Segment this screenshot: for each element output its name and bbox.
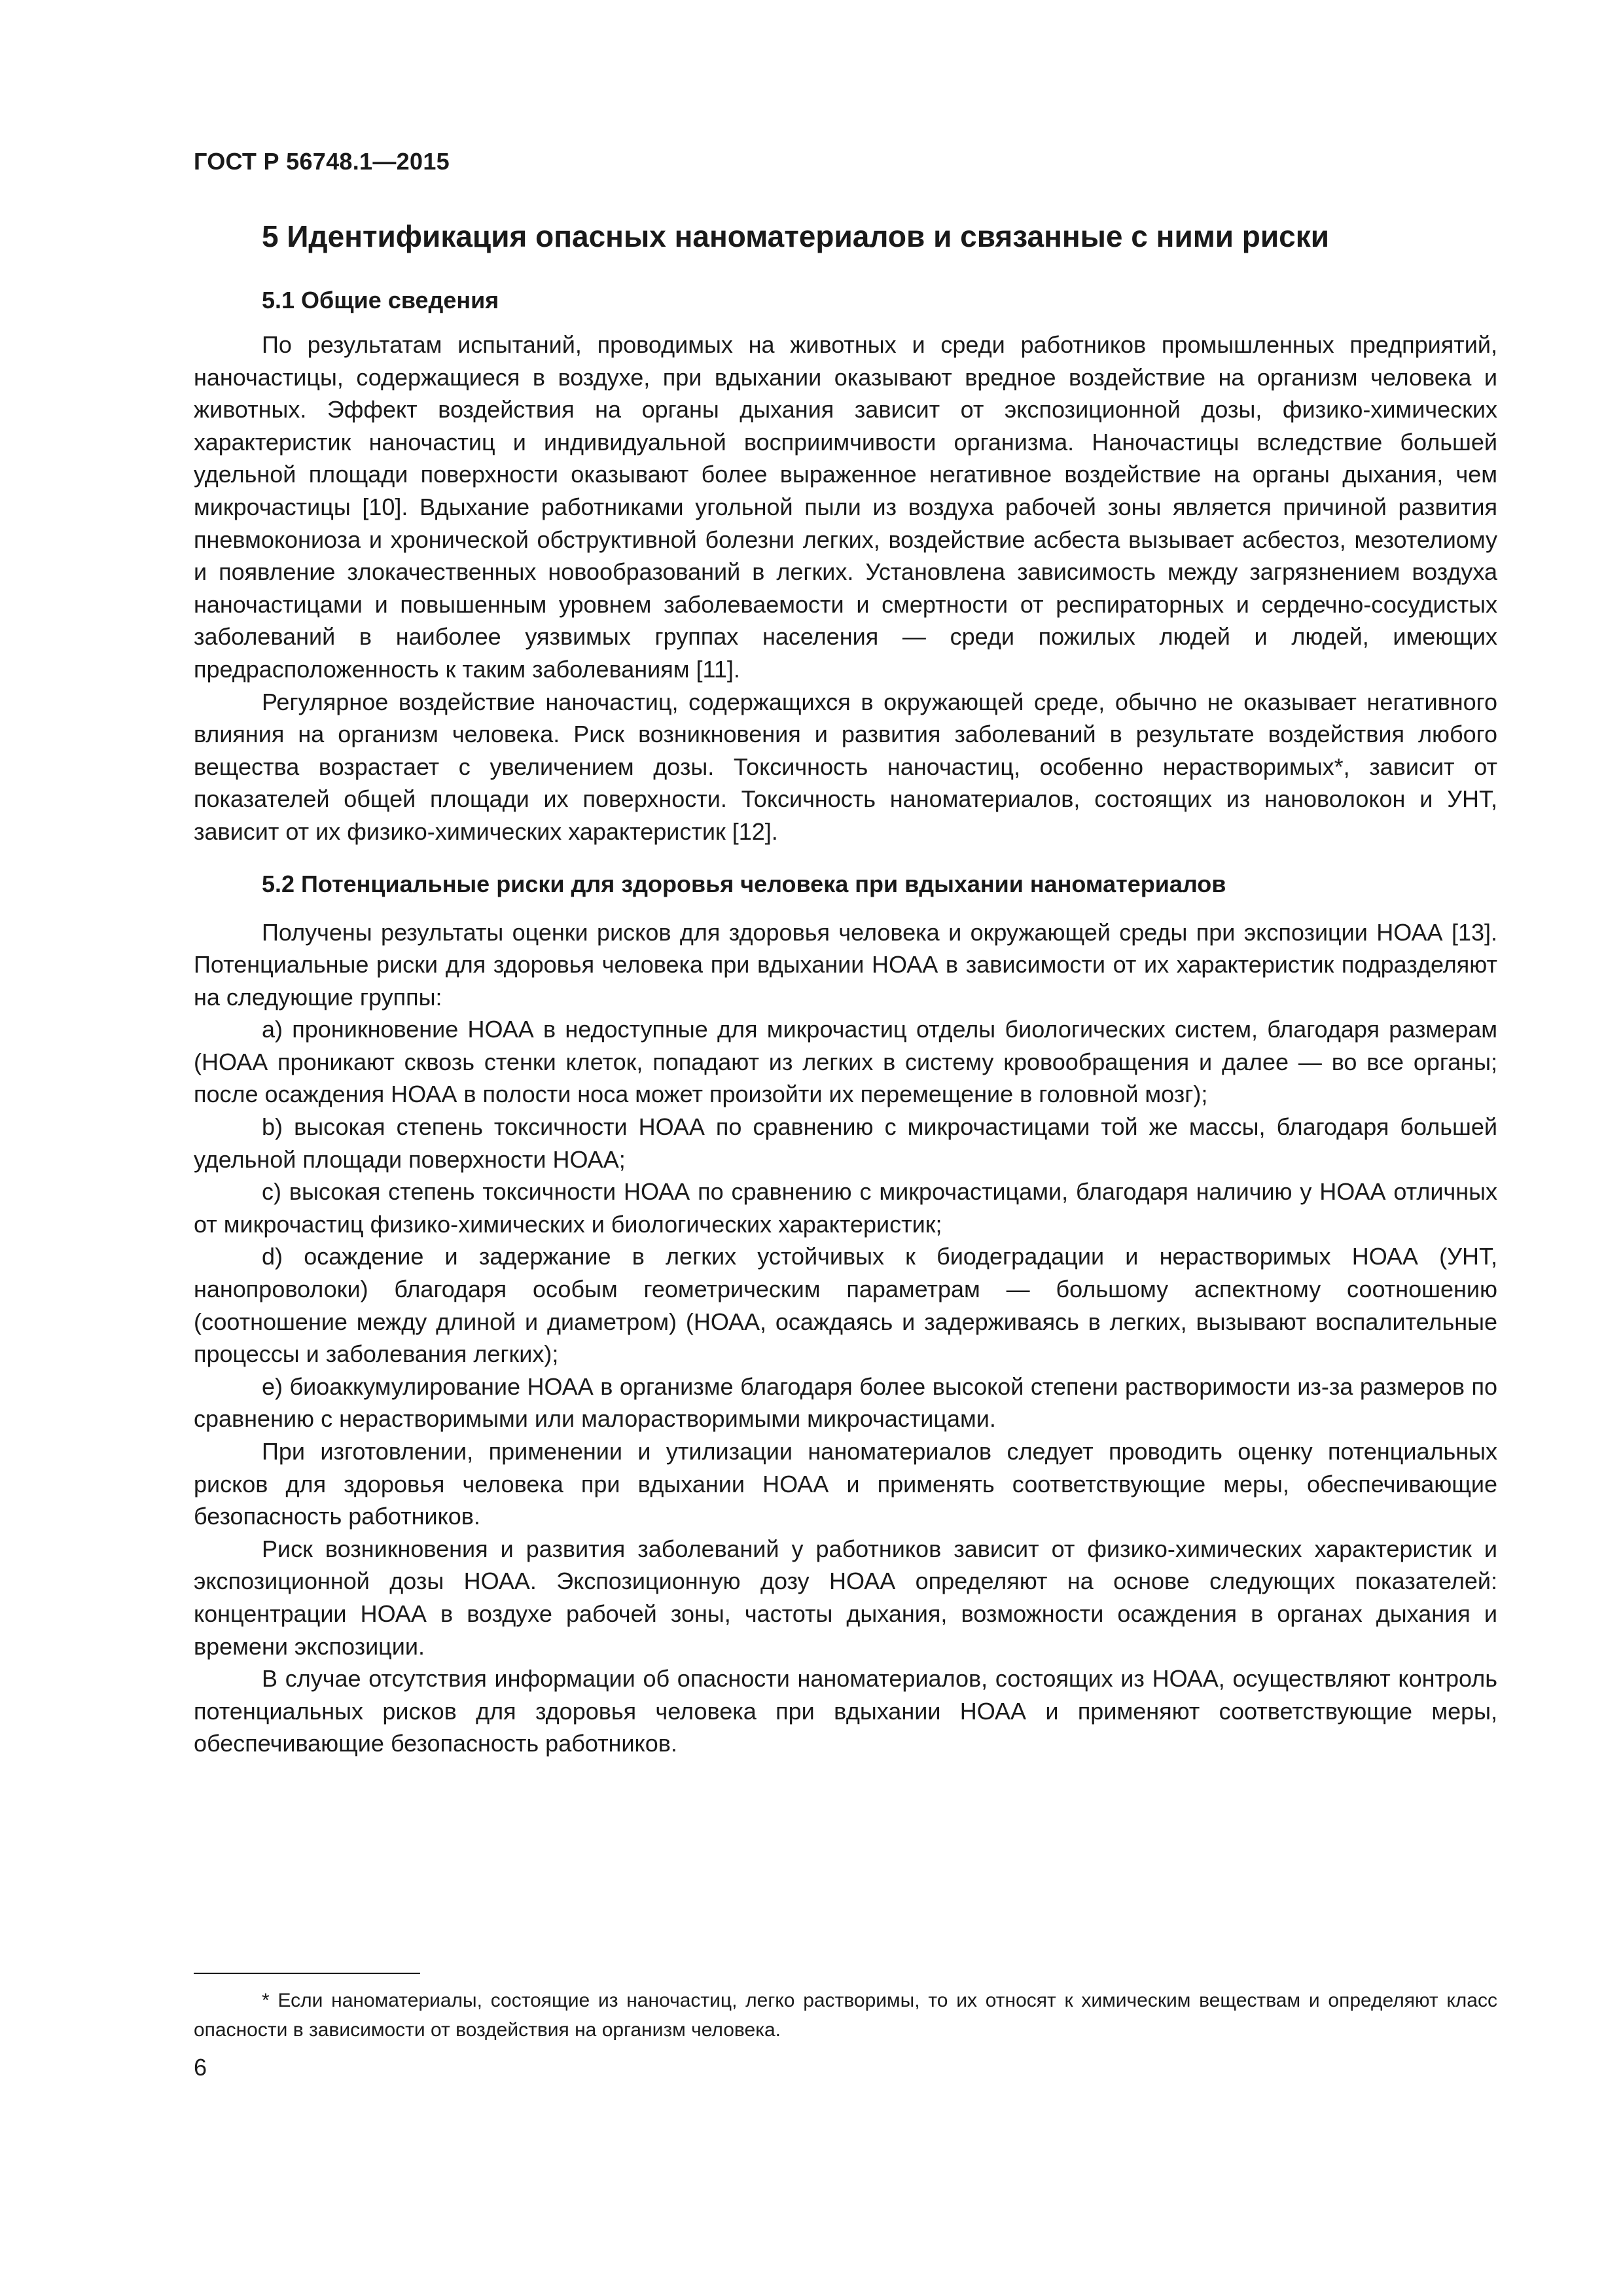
list-item-c: c) высокая степень токсичности НОАА по сравнению с микрочастицами, благодаря наличию у НОАА отличных от микрочастиц физико-химических и биологических характеристик; [194,1178,1497,1238]
paragraph: В случае отсутствия информации об опасности наноматериалов, состоящих из НОАА, осуществляют контроль потенциальных рисков для здоровья человека при вдыхании НОАА и применяют соответствующие меры, обеспечивающие безопасность работников. [194,1665,1497,1757]
page-number: 6 [194,2054,207,2081]
paragraph: Получены результаты оценки рисков для здоровья человека и окружающей среды при экспозиции НОАА [13]. Потенциальные риски для здоровья человека при вдыхании НОАА в зависимости от их характеристик подразделяют на следующие группы: [194,918,1497,1011]
footnote-divider [194,1973,420,1974]
list-item-a: а) проникновение НОАА в недоступные для микрочастиц отделы биологических систем, благодаря размерам (НОАА проникают сквозь стенки клеток, попадают из легких в систему кровообращения и далее — во все органы; после осаждения НОАА в полости носа может произойти их перемещение в головной мозг); [194,1016,1497,1108]
document-code: ГОСТ Р 56748.1—2015 [194,148,450,175]
main-content [194,219,1497,1760]
list-item-b: b) высокая степень токсичности НОАА по сравнению с микрочастицами той же массы, благодаря большей удельной площади поверхности НОАА; [194,1113,1497,1173]
paragraph: При изготовлении, применении и утилизации наноматериалов следует проводить оценку потенциальных рисков для здоровья человека при вдыхании НОАА и применять соответствующие меры, обеспечивающие безопасность работников. [194,1438,1497,1530]
footnote: * Если наноматериалы, состоящие из наночастиц, легко растворимы, то их относят к химическим веществам и определяют класс опасности в зависимости от воздействия на организм человека. [194,1990,1497,2041]
list-item-e: e) биоаккумулирование НОАА в организме благодаря более высокой степени растворимости из-за размеров по сравнению с нерастворимыми или малорастворимыми микрочастицами. [194,1372,1497,1433]
subsection-title-general: 5.1 Общие сведения [262,287,499,314]
paragraph: По результатам испытаний, проводимых на животных и среди работников промышленных предприятий, наночастицы, содержащиеся в воздухе, при вдыхании оказывают вредное воздействие на организм человека и животных. Эффект воздействия на органы дыхания зависит от экспозиционной дозы, физико-химических характеристик наночастиц и индивидуальной восприимчивости организма. Наночастицы вследствие большей удельной площади поверхности оказывают более выраженное негативное воздействие на органы дыхания, чем микрочастицы [10]. Вдыхание работниками угольной пыли из воздуха рабочей зоны является причиной развития пневмокониоза и хронической обструктивной болезни легких, воздействие асбеста вызывает асбестоз, мезотелиому и появление злокачественных новообразований в легких. Установлена зависимость между загрязнением воздуха наночастицами и повышенным уровнем заболеваемости и смертности от респираторных и сердечно-сосудистых заболеваний в наиболее уязвимых группах населения — среди пожилых людей и людей, имеющих предрасположенность к таким заболеваниям [11]. [194,331,1497,683]
list-item-d: d) осаждение и задержание в легких устойчивых к биодеградации и нерастворимых НОАА (УНТ, нанопроволоки) благодаря особым геометрическим параметрам — большому аспектному соотношению (соотношение между длиной и диаметром) (НОАА, осаждаясь и задерживаясь в легких, вызывают воспалительные процессы и заболевания легких); [194,1243,1497,1368]
section-title: 5 Идентификация опасных наноматериалов и связанные с ними риски [262,219,1330,253]
paragraph: Регулярное воздействие наночастиц, содержащихся в окружающей среде, обычно не оказывает негативного влияния на организм человека. Риск возникновения и развития заболеваний в результате воздействия любого вещества возрастает с увеличением дозы. Токсичность наночастиц, особенно нерастворимых*, зависит от показателей общей площади их поверхности. Токсичность наноматериалов, состоящих из нановолокон и УНТ, зависит от их физико-химических характеристик [12]. [194,688,1497,845]
paragraph: Риск возникновения и развития заболеваний у работников зависит от физико-химических характеристик и экспозиционной дозы НОАА. Экспозиционную дозу НОАА определяют на основе следующих показателей: концентрации НОАА в воздухе рабочей зоны, частоты дыхания, возможности осаждения в органах дыхания и времени экспозиции. [194,1535,1497,1660]
subsection-title-inhalation-risks: 5.2 Потенциальные риски для здоровья человека при вдыхании наноматериалов [262,870,1226,897]
